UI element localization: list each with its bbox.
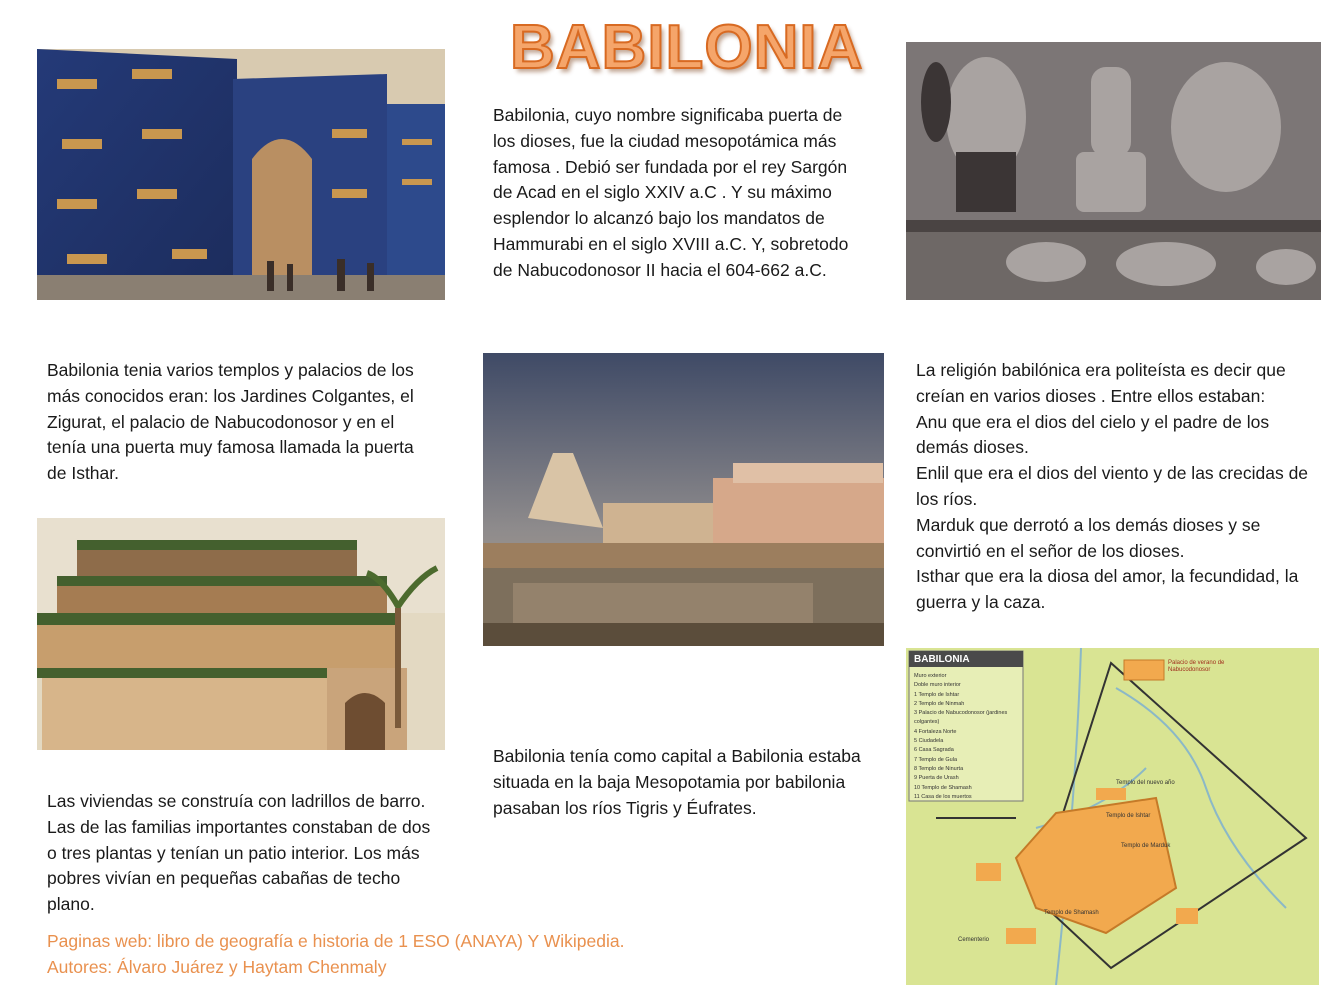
map-shamash-temple-label: Templo de Shamash [1044, 910, 1099, 916]
intro-paragraph: Babilonia, cuyo nombre significaba puerta de los dioses, fue la ciudad mesopotámica más famosa . Debió ser fundada por el rey Sargón de Acad en el siglo XXIV a.C . Y su máximo esplendor lo alcanzó bajo los mandatos de Hammurabi en el siglo XVIII a.C. Y, sobretodo de Nabucodonosor II hacia el 604-662 a.C. [493, 105, 849, 280]
temples-paragraph: Babilonia tenia varios templos y palacios de los más conocidos eran: los Jardines Colgantes, el Zigurat, el palacio de Nabucodonosor y en el tenía una puerta muy famosa llamada la puerta de Isthar. [47, 360, 414, 484]
map-legend-item: 4 Fortaleza Norte [914, 728, 957, 735]
god-isthar: Isthar que era la diosa del amor, la fecundidad, la guerra y la caza. [916, 566, 1299, 613]
map-heading: BABILONIA [914, 654, 970, 665]
map-legend [914, 672, 1024, 802]
map-legend-item: 2 Templo de Ninmah [914, 700, 965, 707]
map-ishtar-temple-label: Templo de Ishtar [1106, 813, 1151, 819]
map-legend-item: Muro exterior [914, 673, 947, 679]
map-legend-item: 11 Casa de los muertos [914, 793, 972, 800]
map-legend-item: 9 Puerta de Urash [914, 775, 959, 782]
page-title: BABILONIA [510, 13, 864, 82]
ishtar-gate-image [37, 49, 445, 300]
map-palace-label: Palacio de verano de Nabucodonosor [1168, 660, 1225, 673]
hanging-gardens-image [37, 518, 445, 750]
capital-paragraph: Babilonia tenía como capital a Babilonia estaba situada en la baja Mesopotamia por babilonia pasaban los ríos Tigris y Éufrates. [493, 746, 861, 818]
religion-intro: La religión babilónica era politeísta es decir que creían en varios dioses . Entre ellos estaban: [916, 360, 1286, 406]
housing-paragraph: Las viviendas se construía con ladrillos de barro. Las de las familias importantes constaban de dos o tres plantas y tenían un patio interior. Los más pobres vivían en pequeñas cabañas de techo plano. [47, 791, 431, 915]
map-legend-item: 5 Ciudadela [914, 738, 944, 745]
map-cemetery-label: Cementerio [958, 937, 990, 943]
religion-section [916, 358, 1316, 616]
map-legend-item: 7 Templo de Gula [914, 756, 958, 763]
map-legend-item: 6 Casa Sagrada [914, 747, 954, 754]
god-enlil: Enlil que era el dios del viento y de las crecidas de los ríos. [916, 463, 1309, 509]
map-marduk-temple-label: Templo de Marduk [1121, 843, 1171, 849]
city-painting-image [483, 353, 884, 646]
map-legend-item: 8 Templo de Ninurta [914, 765, 964, 772]
map-legend-item: 3 Palacio de Nabucodonosor (jardines colgantes) [914, 710, 1008, 726]
authors-line: Autores: Álvaro Juárez y Haytam Chenmaly [47, 957, 387, 977]
god-marduk: Marduk que derrotó a los demás dioses y se convirtió en el señor de los dioses. [916, 514, 1261, 561]
map-legend-item: 1 Templo de Ishtar [914, 691, 960, 698]
map-legend-item: Doble muro interior [914, 682, 961, 689]
map-new-year-temple-label: Templo del nuevo año [1116, 780, 1175, 786]
god-anu: Anu que era el dios del cielo y el padre de los demás dioses. [916, 411, 1270, 458]
map-legend-item: 10 Templo de Shamash [914, 784, 972, 791]
relief-image [906, 42, 1321, 300]
sources-line: Paginas web: libro de geografía e historia de 1 ESO (ANAYA) Y Wikipedia. [47, 931, 625, 951]
babylon-map [906, 648, 1319, 985]
